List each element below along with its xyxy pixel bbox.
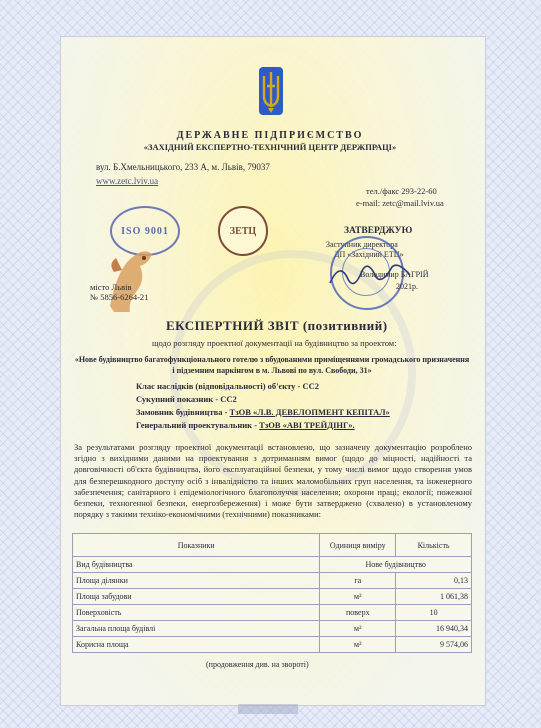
continuation-note: (продовження див. на звороті): [206, 660, 309, 669]
approval-org: ДП «Західний ЕТЦ»: [334, 250, 404, 259]
document-number: № 5856-6264-21: [90, 292, 149, 302]
table-cell: 10: [396, 605, 472, 621]
table-cell: га: [320, 573, 396, 589]
org-website[interactable]: www.zetc.lviv.ua: [96, 176, 159, 186]
table-cell: м²: [320, 621, 396, 637]
customer-value: ТзОВ «Л.В. ДЕВЕЛОПМЕНТ КЕПІТАЛ»: [229, 407, 390, 417]
table-header-row: [73, 534, 472, 557]
designer-value: ТзОВ «АВІ ТРЕЙДІНГ».: [259, 420, 355, 430]
report-details: [136, 380, 390, 432]
project-name: «Нове будівництво багатофункціонального готелю з вбудованими приміщеннями громадського призначення і підземним паркінгом в м. Львові по вул. Свободи, 31»: [74, 355, 470, 375]
customer-line: [136, 406, 390, 419]
company-seal: [218, 206, 268, 256]
iso-label: ISO 9001: [121, 225, 169, 237]
table-cell: м²: [320, 589, 396, 605]
bottom-security-mark: [238, 704, 298, 714]
table-cell: Нове будівництво: [320, 557, 472, 573]
table-cell: Площа забудови: [73, 589, 320, 605]
org-phone: тел./факс 293-22-60: [366, 186, 437, 196]
document-city: місто Львів: [90, 282, 132, 292]
table-cell: Загальна площа будівлі: [73, 621, 320, 637]
table-cell: 1 061,38: [396, 589, 472, 605]
approval-position: Заступник директора: [326, 240, 398, 249]
table-cell: 16 940,34: [396, 621, 472, 637]
approval-title: ЗАТВЕРДЖУЮ: [344, 226, 413, 236]
table-cell: 9 574,06: [396, 637, 472, 653]
table-cell: поверх: [320, 605, 396, 621]
conclusion-paragraph: За результатами розгляду проектної документації встановлено, що зазначену документацію розроблено згідно з вихідними даними на проектування з дотриманням вимог (щодо до міцності, надійності та довговічності об'єкта будівництва, його експлуатаційної безпеки, у тому числі вимог щодо створення умов для безперешкодного доступу осіб з інвалідністю та інших маломобільних груп населення, та інженерного забезпечення; санітарного і епідеміологічного благополуччя населення; охорони праці; екології; пожежної безпеки, техногенної безпеки, енергозбереження) і може бути затверджено (схвалено) в установленому порядку з такими техніко-економічними (технічними) показниками:: [74, 442, 472, 520]
org-address: вул. Б.Хмельницького, 233 А, м. Львів, 79037: [96, 162, 270, 172]
approval-year: 2021р.: [396, 282, 418, 291]
table-cell: Поверховість: [73, 605, 320, 621]
table-cell: Площа ділянки: [73, 573, 320, 589]
class-line: Клас наслідків (відповідальності) об'єкту - СС2: [136, 381, 320, 391]
org-title: ДЕРЖАВНЕ ПІДПРИЄМСТВО: [176, 130, 364, 141]
table-cell: Вид будівництва: [73, 557, 320, 573]
lion-emblem-icon: [100, 236, 162, 316]
table-row: [73, 605, 472, 621]
customer-label: Замовник будівництва -: [136, 407, 228, 417]
table-row: [73, 573, 472, 589]
trident-emblem-icon: [258, 66, 284, 116]
table-header: Показники: [73, 534, 320, 557]
designer-line: [136, 419, 390, 432]
org-email[interactable]: e-mail: zetc@mail.lviv.ua: [356, 198, 444, 208]
indicators-table: [72, 533, 472, 653]
org-name: «ЗАХІДНИЙ ЕКСПЕРТНО-ТЕХНІЧНИЙ ЦЕНТР ДЕРЖПРАЦІ»: [143, 142, 397, 152]
designer-label: Генеральний проектувальник -: [136, 420, 258, 430]
approval-signer: Володимир БАГРІЙ: [360, 270, 429, 279]
table-cell: м²: [320, 637, 396, 653]
seal-label: ЗЕТЦ: [229, 225, 257, 237]
table-row: [73, 589, 472, 605]
table-header: Одиниця виміру: [320, 534, 396, 557]
report-subtitle: щодо розгляду проектної документації на будівництво за проектом:: [152, 338, 397, 348]
complex-line: Сукупний показник - СС2: [136, 394, 237, 404]
table-cell: 0,13: [396, 573, 472, 589]
table-row: [73, 621, 472, 637]
report-title: ЕКСПЕРТНИЙ ЗВІТ (позитивний): [166, 318, 388, 333]
table-header: Кількість: [396, 534, 472, 557]
table-cell: Корисна площа: [73, 637, 320, 653]
table-row: [73, 557, 472, 573]
table-row: [73, 637, 472, 653]
